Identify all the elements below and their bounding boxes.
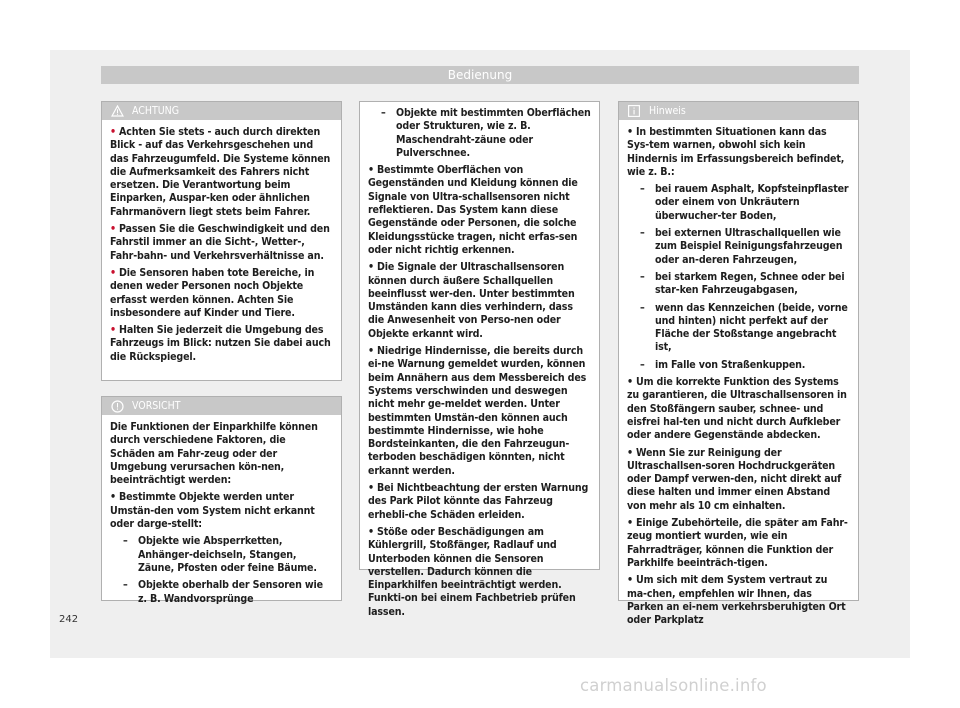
info-icon [627,104,641,118]
list-item: • In bestimmten Situationen kann das Sys-tem warnen, obwohl sich kein Hindernis im Erfassungsbereich befindet, wie z. B.: [627,126,845,178]
caution-circle-icon [110,399,124,413]
achtung-body [102,120,341,364]
list-item: • Halten Sie jederzeit die Umgebung des Fahrzeugs im Blick: nutzen Sie dabei auch die Rückspiegel. [110,324,331,363]
header-title: Bedienung [447,68,513,82]
page-header [101,66,859,84]
vorsicht-continued-body [360,102,599,619]
watermark: carmanualsonline.info [580,676,767,695]
list-item: • Achten Sie stets - auch durch direkten Blick - auf das Verkehrsgeschehen und das Fahrzeugumfeld. Die Systeme können die Aufmerksamkeit des Fahrers nicht ersetzen. Die Verantwortung beim Einparken, Auspar-ken oder ähnlichen Fahrmanövern liegt stets beim Fahrer. [110,126,331,218]
hinweis-header [619,102,858,120]
vorsicht-intro: Die Funktionen der Einparkhilfe können durch verschiedene Faktoren, die Schäden am Fahr-zeug oder der Umgebung verursachen kön-nen, beeinträchtigt werden: [110,421,318,487]
list-item: – Objekte wie Absperrketten, Anhänger-deichseln, Stangen, Zäune, Pfosten oder feine Bäume. [123,535,317,574]
list-item: – bei rauem Asphalt, Kopfsteinpflaster oder einem von Unkräutern überwucher-ter Boden, [640,183,849,222]
vorsicht-title: VORSICHT [132,400,181,412]
list-item: • Die Sensoren haben tote Bereiche, in denen weder Personen noch Objekte erfasst werden können. Achten Sie insbesondere auf Kinder und Tiere. [110,266,315,319]
list-item: – bei starkem Regen, Schnee oder bei star-ken Fahrzeugabgasen, [640,270,845,297]
achtung-title: ACHTUNG [132,105,180,117]
list-item: – bei externen Ultraschallquellen wie zum Beispiel Reinigungsfahrzeugen oder an-deren Fahrzeugen, [640,227,843,266]
list-item: • Wenn Sie zur Reinigung der Ultraschallsen-soren Hochdruckgeräten oder Dampf verwen-den, nicht direkt auf diese halten und immer einen Abstand von mehr als 10 cm einhalten. [627,446,842,512]
list-item: • Bei Nichtbeachtung der ersten Warnung des Park Pilot könnte das Fahrzeug erhebli-che Schäden erleiden. [368,482,589,521]
list-item: • Um sich mit dem System vertraut zu ma-chen, empfehlen wir Ihnen, das Parken an ei-nem verkehrsberuhigten Ort oder Parkplatz [627,574,846,627]
list-item: • Um die korrekte Funktion des Systems zu garantieren, die Ultraschallsensoren in den Stoßfängern sauber, schnee- und eisfrei hal-ten und nicht durch Aufkleber oder andere Gegenstände abdecken. [627,376,847,442]
list-item: – Objekte oberhalb der Sensoren wie z. B. Wandvorsprünge [123,579,323,605]
list-item: • Stöße oder Beschädigungen am Kühlergrill, Stoßfänger, Radlauf und Unterboden können die Sensoren verstellen. Dadurch können die Einparkhilfen beeinträchtigt werden. Funkti-on bei einem Fachbetrieb prüfen lassen. [368,525,576,618]
list-item: – im Falle von Straßenkuppen. [640,358,806,371]
list-item: • Bestimmte Oberflächen von Gegenständen und Kleidung können die Signale von Ultra-schallsensoren nicht reflektieren. Das System kann diese Gegenstände oder Personen, die solche Kleidungsstücke tragen, nicht erfas-sen oder nicht richtig erkennen. [368,164,578,256]
vorsicht-header [102,397,341,415]
achtung-box [101,101,342,381]
list-item: – Objekte mit bestimmten Oberflächen oder Strukturen, wie z. B. Maschendraht-zäune oder Pulverschnee. [381,107,591,159]
list-item: – wenn das Kennzeichen (beide, vorne und hinten) nicht perfekt auf der Fläche der Stoßstange angebracht ist, [640,301,848,354]
hinweis-box [618,101,859,627]
hinweis-title: Hinweis [649,105,686,117]
warning-triangle-icon [110,104,124,118]
list-item: • Einige Zubehörteile, die später am Fahr-zeug montiert wurden, wie ein Fahrradträger, können die Funktion der Parkhilfe beeinträch-tigen. [627,517,848,569]
list-item: • Bestimmte Objekte werden unter Umstän-den vom System nicht erkannt oder darge-stellt: [110,491,315,531]
list-item: • Die Signale der Ultraschallsensoren können durch äußere Schallquellen beeinflusst wer-den. Unter bestimmten Umständen kann dies verhindern, dass die Anwesenheit von Perso-nen oder Objekte erkannt wird. [368,261,575,340]
hinweis-body [619,120,858,627]
vorsicht-continued-box [359,101,600,618]
page-number: 242 [59,614,79,625]
list-item: • Passen Sie die Geschwindigkeit und den Fahrstil immer an die Sicht-, Wetter-, Fahr-bahn- und Verkehrsverhältnisse an. [110,223,330,262]
achtung-header [102,102,341,120]
vorsicht-body [102,415,341,606]
vorsicht-box [101,396,342,605]
list-item: • Niedrige Hindernisse, die bereits durch ei-ne Warnung gemeldet wurden, können beim Annähern aus dem Messbereich des Systems verschwinden und deswegen nicht mehr ge-meldet werden. Unter bestimmten Umstän-den können auch bestimmte Hindernisse, wie hohe Bordsteinkanten, die den Fahrzeugun-terboden beschädigen könnten, nicht erkannt werden. [368,345,587,477]
